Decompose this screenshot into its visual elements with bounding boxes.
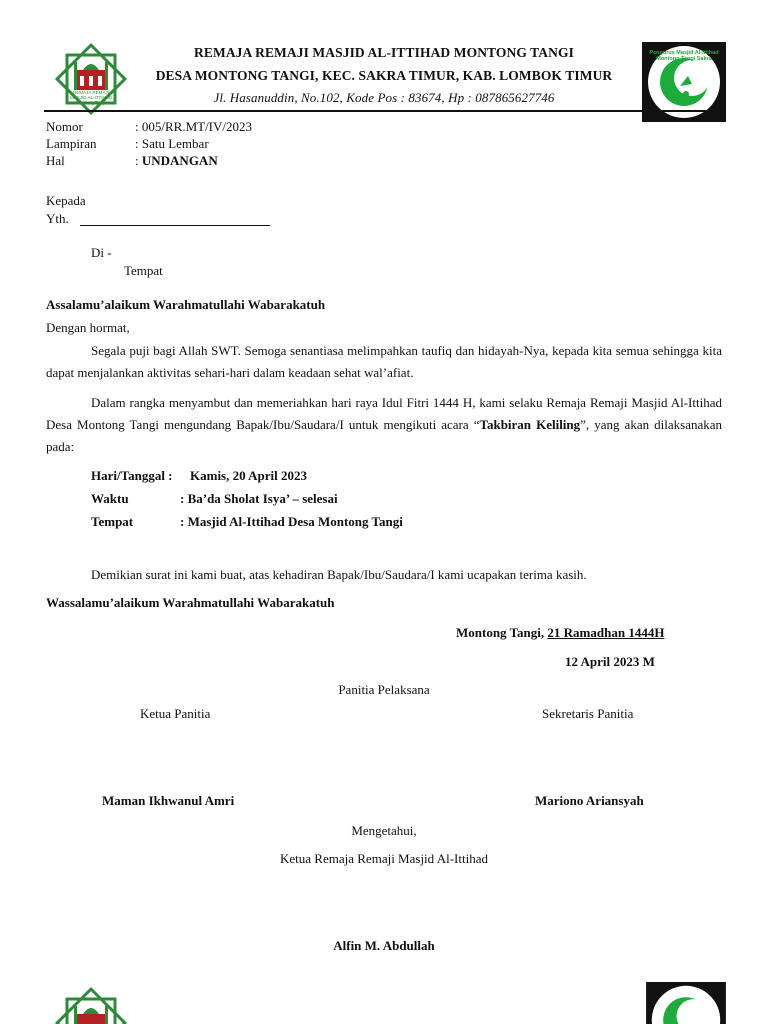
detail-label-time: Waktu [91,491,129,506]
meta-subject: UNDANGAN [141,153,218,168]
closing-paragraph: Demikian surat ini kami buat, atas kehadiran Bapak/Ibu/Saudara/I kami ucapakan terima kasih. [91,567,587,582]
crescent-badge-icon [646,982,726,1024]
detail-value-place: : Masjid Al-Ittihad Desa Montong Tangi [180,514,403,529]
chair-name: Maman Ikhwanul Amri [102,793,235,808]
date-place: Montong Tangi, [456,625,548,640]
committee-title: Panitia Pelaksana [338,682,430,697]
detail-label-date: Hari/Tanggal : [91,468,173,483]
letter-date-masehi: 12 April 2023 M [565,654,655,669]
letterhead-region: DESA MONTONG TANGI, KEC. SAKRA TIMUR, KAB. LOMBOK TIMUR [155,68,613,83]
meta-value-nomor: : 005/RR.MT/IV/2023 [135,119,253,134]
date-hijri: 21 Ramadhan 1444H [547,625,665,640]
recipient-yth: Yth. [46,211,69,226]
logo-text-line: MASJID AL-ITTIHAD [69,95,112,100]
recipient-blank-line [80,225,270,226]
mosque-star-icon [50,982,132,1024]
secretary-title: Sekretaris Panitia [542,706,634,721]
detail-value-date: Kamis, 20 April 2023 [190,468,308,483]
letterhead-org: REMAJA REMAJI MASJID AL-ITTIHAD MONTONG TANGI [194,45,574,60]
leader-name: Alfin M. Abdullah [333,938,435,953]
secretary-name: Mariono Ariansyah [535,793,644,808]
mosque-logo-left-footer [50,982,132,1024]
detail-label-place: Tempat [91,514,134,529]
salutation: Dengan hormat, [46,320,130,335]
mosque-badge-right-footer [646,982,726,1024]
meta-label-hal: Hal [46,153,65,168]
leader-title: Ketua Remaja Remaji Masjid Al-Ittihad [280,851,488,866]
paragraph-praise: Segala puji bagi Allah SWT. Semoga senantiasa melimpahkan taufiq dan hidayah-Nya, kepada kita semua sehingga kita dapat menjalankan aktivitas sehari-hari dalam keadaan sehat wal’afiat. [46,343,722,380]
invitation-text-end: ”, yang akan dilaksanakan pada: [46,417,723,454]
invitation-text: Dalam rangka menyambut dan memeriahkan hari raya Idul Fitri 1444 H, kami selaku Remaja Remaji Masjid Al-Ittihad Desa Montong Tangi mengundang Bapak/Ibu/Saudara/I untuk mengikuti acara “ [46,395,722,432]
detail-value-time: : Ba’da Sholat Isya’ – selesai [180,491,338,506]
event-name: Takbiran Keliling [479,417,581,432]
recipient-kepada: Kepada [46,193,86,208]
opening-greeting: Assalamu’alaikum Warahmatullahi Wabarakatuh [46,297,326,312]
logo-text-line: Montong Tangi [76,100,106,105]
meta-colon: : [135,153,142,168]
paragraph-invitation [46,392,722,458]
meta-value-lampiran: : Satu Lembar [135,136,209,151]
badge-text: Pengurus Masjid Al-Ittihad Montong Tangi Sakra [649,50,719,62]
letter-date-hijri [456,625,664,641]
recipient-di: Di - [91,245,112,260]
chair-title: Ketua Panitia [140,706,211,721]
closing-greeting: Wassalamu’alaikum Warahmatullahi Wabarakatuh [46,595,335,610]
letterhead-divider [44,110,726,112]
meta-label-nomor: Nomor [46,119,83,134]
acknowledged-label: Mengetahui, [351,823,417,838]
logo-text-line: REMAJA REMAJI [73,90,109,95]
recipient-tempat: Tempat [124,263,163,278]
meta-label-lampiran: Lampiran [46,136,97,151]
letterhead-address: Jl. Hasanuddin, No.102, Kode Pos : 83674, Hp : 087865627746 [213,90,555,105]
meta-value-hal [135,153,218,169]
